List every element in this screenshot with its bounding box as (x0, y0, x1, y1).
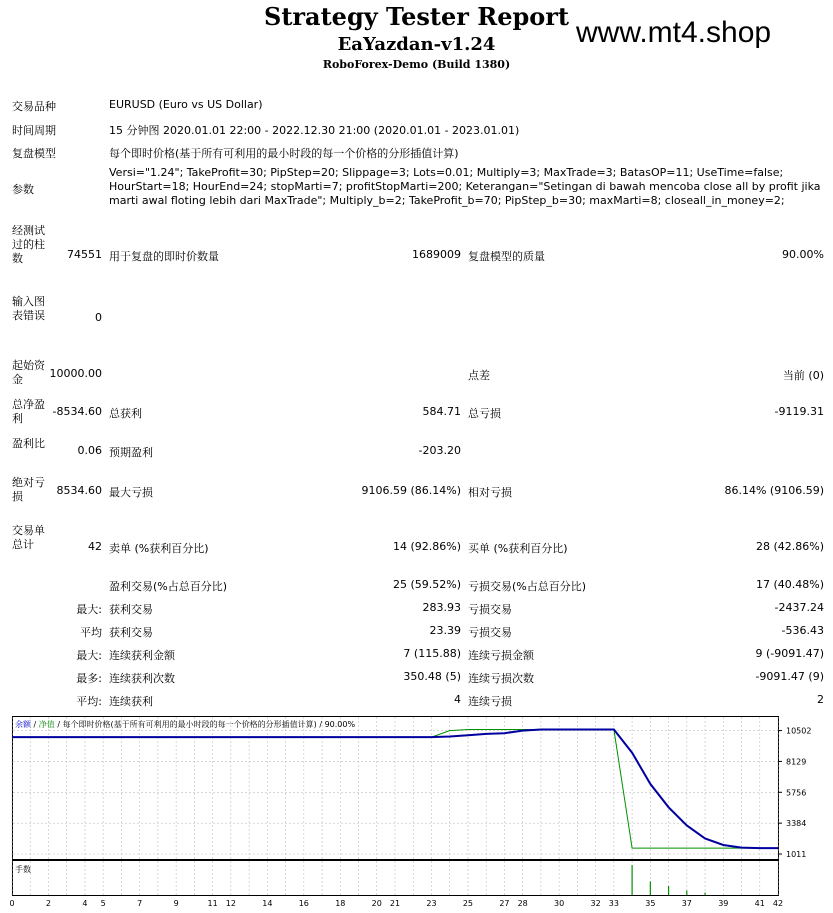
x-tick-label: 14 (262, 899, 273, 908)
absdd-label: 绝对亏损 (12, 476, 45, 503)
maximal-consec-loss-value: -9091.47 (9) (755, 670, 824, 683)
symbol-value: EURUSD (Euro vs US Dollar) (109, 98, 263, 111)
max-consec-wins-label: 连续获利金额 (109, 649, 175, 662)
ea-name: EaYazdan-v1.24 (337, 34, 496, 55)
grossloss-label: 总亏损 (468, 407, 501, 420)
avg-profit-value: 23.39 (429, 624, 461, 637)
reldd-label: 相对亏损 (468, 486, 512, 499)
avg-consec-wins-label: 连续获利 (109, 695, 153, 708)
balance-chart-svg (12, 716, 822, 860)
max-label: 最大: (76, 649, 102, 662)
netprofit-value: -8534.60 (52, 405, 102, 418)
legend-rest: / 每个即时价格(基于所有可利用的最小时段的每一个价格的分形插值计算) / 90.00% (54, 720, 356, 729)
volume-chart (12, 860, 822, 896)
x-tick-label: 4 (82, 899, 88, 908)
largest-label: 最大: (76, 603, 102, 616)
model-label: 复盘模型 (12, 147, 56, 160)
long-label: 买单 (%获利百分比) (468, 542, 568, 555)
watermark: www.mt4.shop (576, 16, 772, 49)
x-tick-label: 25 (462, 899, 474, 908)
volume-chart-svg (12, 860, 822, 896)
x-tick-label: 41 (754, 899, 765, 908)
largest-profit-value: 283.93 (422, 601, 461, 614)
long-value: 28 (42.86%) (755, 540, 824, 553)
netprofit-label: 总净盈利 (12, 398, 45, 425)
x-tick-label: 16 (298, 899, 309, 908)
x-tick-label: 20 (371, 899, 382, 908)
absdd-value: 8534.60 (56, 484, 102, 497)
largest-loss-value: -2437.24 (774, 601, 824, 614)
x-tick-label: 0 (9, 899, 15, 908)
deposit-value: 10000.00 (49, 367, 102, 380)
profit-trades-label: 盈利交易(%占总百分比) (109, 580, 228, 593)
grossprofit-label: 总获利 (109, 407, 142, 420)
pf-label: 盈利比 (12, 437, 45, 450)
volume-label: 手数 (15, 865, 31, 874)
max-consec-losses-value: 9 (-9091.47) (755, 647, 824, 660)
pf-value: 0.06 (77, 444, 102, 457)
balance-chart (12, 716, 822, 860)
average-label: 平均 (80, 626, 102, 639)
x-tick-label: 39 (718, 899, 729, 908)
short-label: 卖单 (%获利百分比) (109, 542, 209, 555)
quality-label: 复盘模型的质量 (468, 250, 545, 263)
x-tick-label: 21 (389, 899, 401, 908)
maximal-label: 最多: (76, 672, 102, 685)
x-tick-label: 35 (645, 899, 656, 908)
bars-label: 经测试过的柱数 (12, 224, 45, 265)
x-tick-label: 37 (681, 899, 692, 908)
x-tick-label: 18 (335, 899, 346, 908)
legend-sep: / (31, 720, 39, 729)
ticks-value: 1689009 (412, 248, 461, 261)
deposit-label: 起始资金 (12, 359, 45, 386)
avg-consec-wins-value: 4 (454, 693, 461, 706)
avg-consec-losses-value: 2 (817, 693, 824, 706)
y-tick-label: 3384 (786, 819, 807, 829)
trades-value: 42 (88, 540, 102, 553)
loss-trades-label: 亏损交易(%占总百分比) (468, 580, 587, 593)
y-tick-label: 5756 (786, 788, 807, 798)
params-label: 参数 (12, 183, 34, 196)
trades-label: 交易单总计 (12, 524, 45, 551)
x-axis-svg (9, 896, 822, 910)
payoff-label: 预期盈利 (109, 446, 153, 459)
spread-label: 点差 (468, 369, 490, 382)
chart-legend (15, 719, 355, 729)
grossprofit-value: 584.71 (422, 405, 461, 418)
y-axis-ticks (778, 727, 811, 859)
short-value: 14 (92.86%) (392, 540, 461, 553)
x-tick-label: 7 (137, 899, 143, 908)
errors-value: 0 (95, 311, 102, 324)
max-consec-wins-value: 7 (115.88) (403, 647, 461, 660)
symbol-label: 交易品种 (12, 100, 56, 113)
spread-value: 当前 (0) (782, 369, 824, 382)
x-tick-label: 11 (207, 899, 218, 908)
maxdd-value: 9106.59 (86.14%) (361, 484, 461, 497)
maximal-consec-profit-value: 350.48 (5) (403, 670, 461, 683)
payoff-value: -203.20 (418, 444, 461, 457)
volume-frame (13, 861, 779, 896)
y-tick-label: 10502 (786, 726, 812, 736)
y-tick-label: 1011 (786, 850, 807, 859)
grossloss-value: -9119.31 (774, 405, 824, 418)
report-title: Strategy Tester Report (263, 2, 570, 31)
avg-consec-losses-label: 连续亏损 (468, 695, 512, 708)
avg-loss-label: 亏损交易 (468, 626, 512, 639)
x-tick-label: 2 (45, 899, 52, 908)
x-tick-label: 42 (772, 899, 784, 908)
x-axis (9, 896, 822, 910)
ticks-label: 用于复盘的即时价数量 (109, 250, 219, 263)
server-build: RoboForex-Demo (Build 1380) (322, 58, 511, 71)
legend-balance: 余额 (15, 720, 31, 729)
x-tick-label: 28 (517, 899, 528, 908)
profit-trades-value: 25 (59.52%) (392, 578, 461, 591)
x-tick-label: 30 (554, 899, 565, 908)
bars-value: 74551 (67, 248, 102, 261)
legend-equity: 净值 (38, 720, 55, 729)
period-value: 15 分钟图 2020.01.01 22:00 - 2022.12.30 21:00 (2020.01.01 - 2023.01.01) (109, 124, 520, 137)
maximal-consec-profit-label: 连续获利次数 (109, 672, 175, 685)
x-tick-label: 27 (499, 899, 510, 908)
period-label: 时间周期 (12, 124, 56, 137)
x-tick-label: 33 (608, 899, 619, 908)
avg-loss-value: -536.43 (781, 624, 824, 637)
x-tick-label: 12 (225, 899, 236, 908)
maxdd-label: 最大亏损 (109, 486, 153, 499)
avg-profit-label: 获利交易 (109, 626, 153, 639)
model-value: 每个即时价格(基于所有可利用的最小时段的每一个价格的分形插值计算) (109, 147, 459, 160)
params-value: Versi="1.24"; TakeProfit=30; PipStep=20; Slippage=3; Lots=0.01; Multiply=3; MaxTrade=3; BatasOP=11; UseTime=false; HourStart=18; HourEnd=24; stopMarti=7; profitStopMarti=200; Keterangan="Setingan di bawah mencoba close all by profit jika marti awal floting lebih dari MaxTrade"; Multiply_b=2; TakeProfit_b=70; PipStep_b=30; maxMarti=8; closeall_in_money=2; (109, 166, 821, 207)
max-consec-losses-label: 连续亏损金额 (468, 649, 534, 662)
x-tick-label: 32 (590, 899, 601, 908)
x-tick-label: 23 (426, 899, 437, 908)
avg2-label: 平均: (76, 695, 102, 708)
loss-trades-value: 17 (40.48%) (755, 578, 824, 591)
quality-value: 90.00% (782, 248, 824, 261)
errors-label: 输入图表错误 (12, 295, 45, 322)
largest-loss-label: 亏损交易 (468, 603, 512, 616)
maximal-consec-loss-label: 连续亏损次数 (468, 672, 534, 685)
y-tick-label: 8129 (786, 757, 807, 767)
largest-profit-label: 获利交易 (109, 603, 153, 616)
reldd-value: 86.14% (9106.59) (724, 484, 824, 497)
x-tick-label: 5 (100, 899, 106, 908)
x-tick-label: 9 (173, 899, 179, 908)
